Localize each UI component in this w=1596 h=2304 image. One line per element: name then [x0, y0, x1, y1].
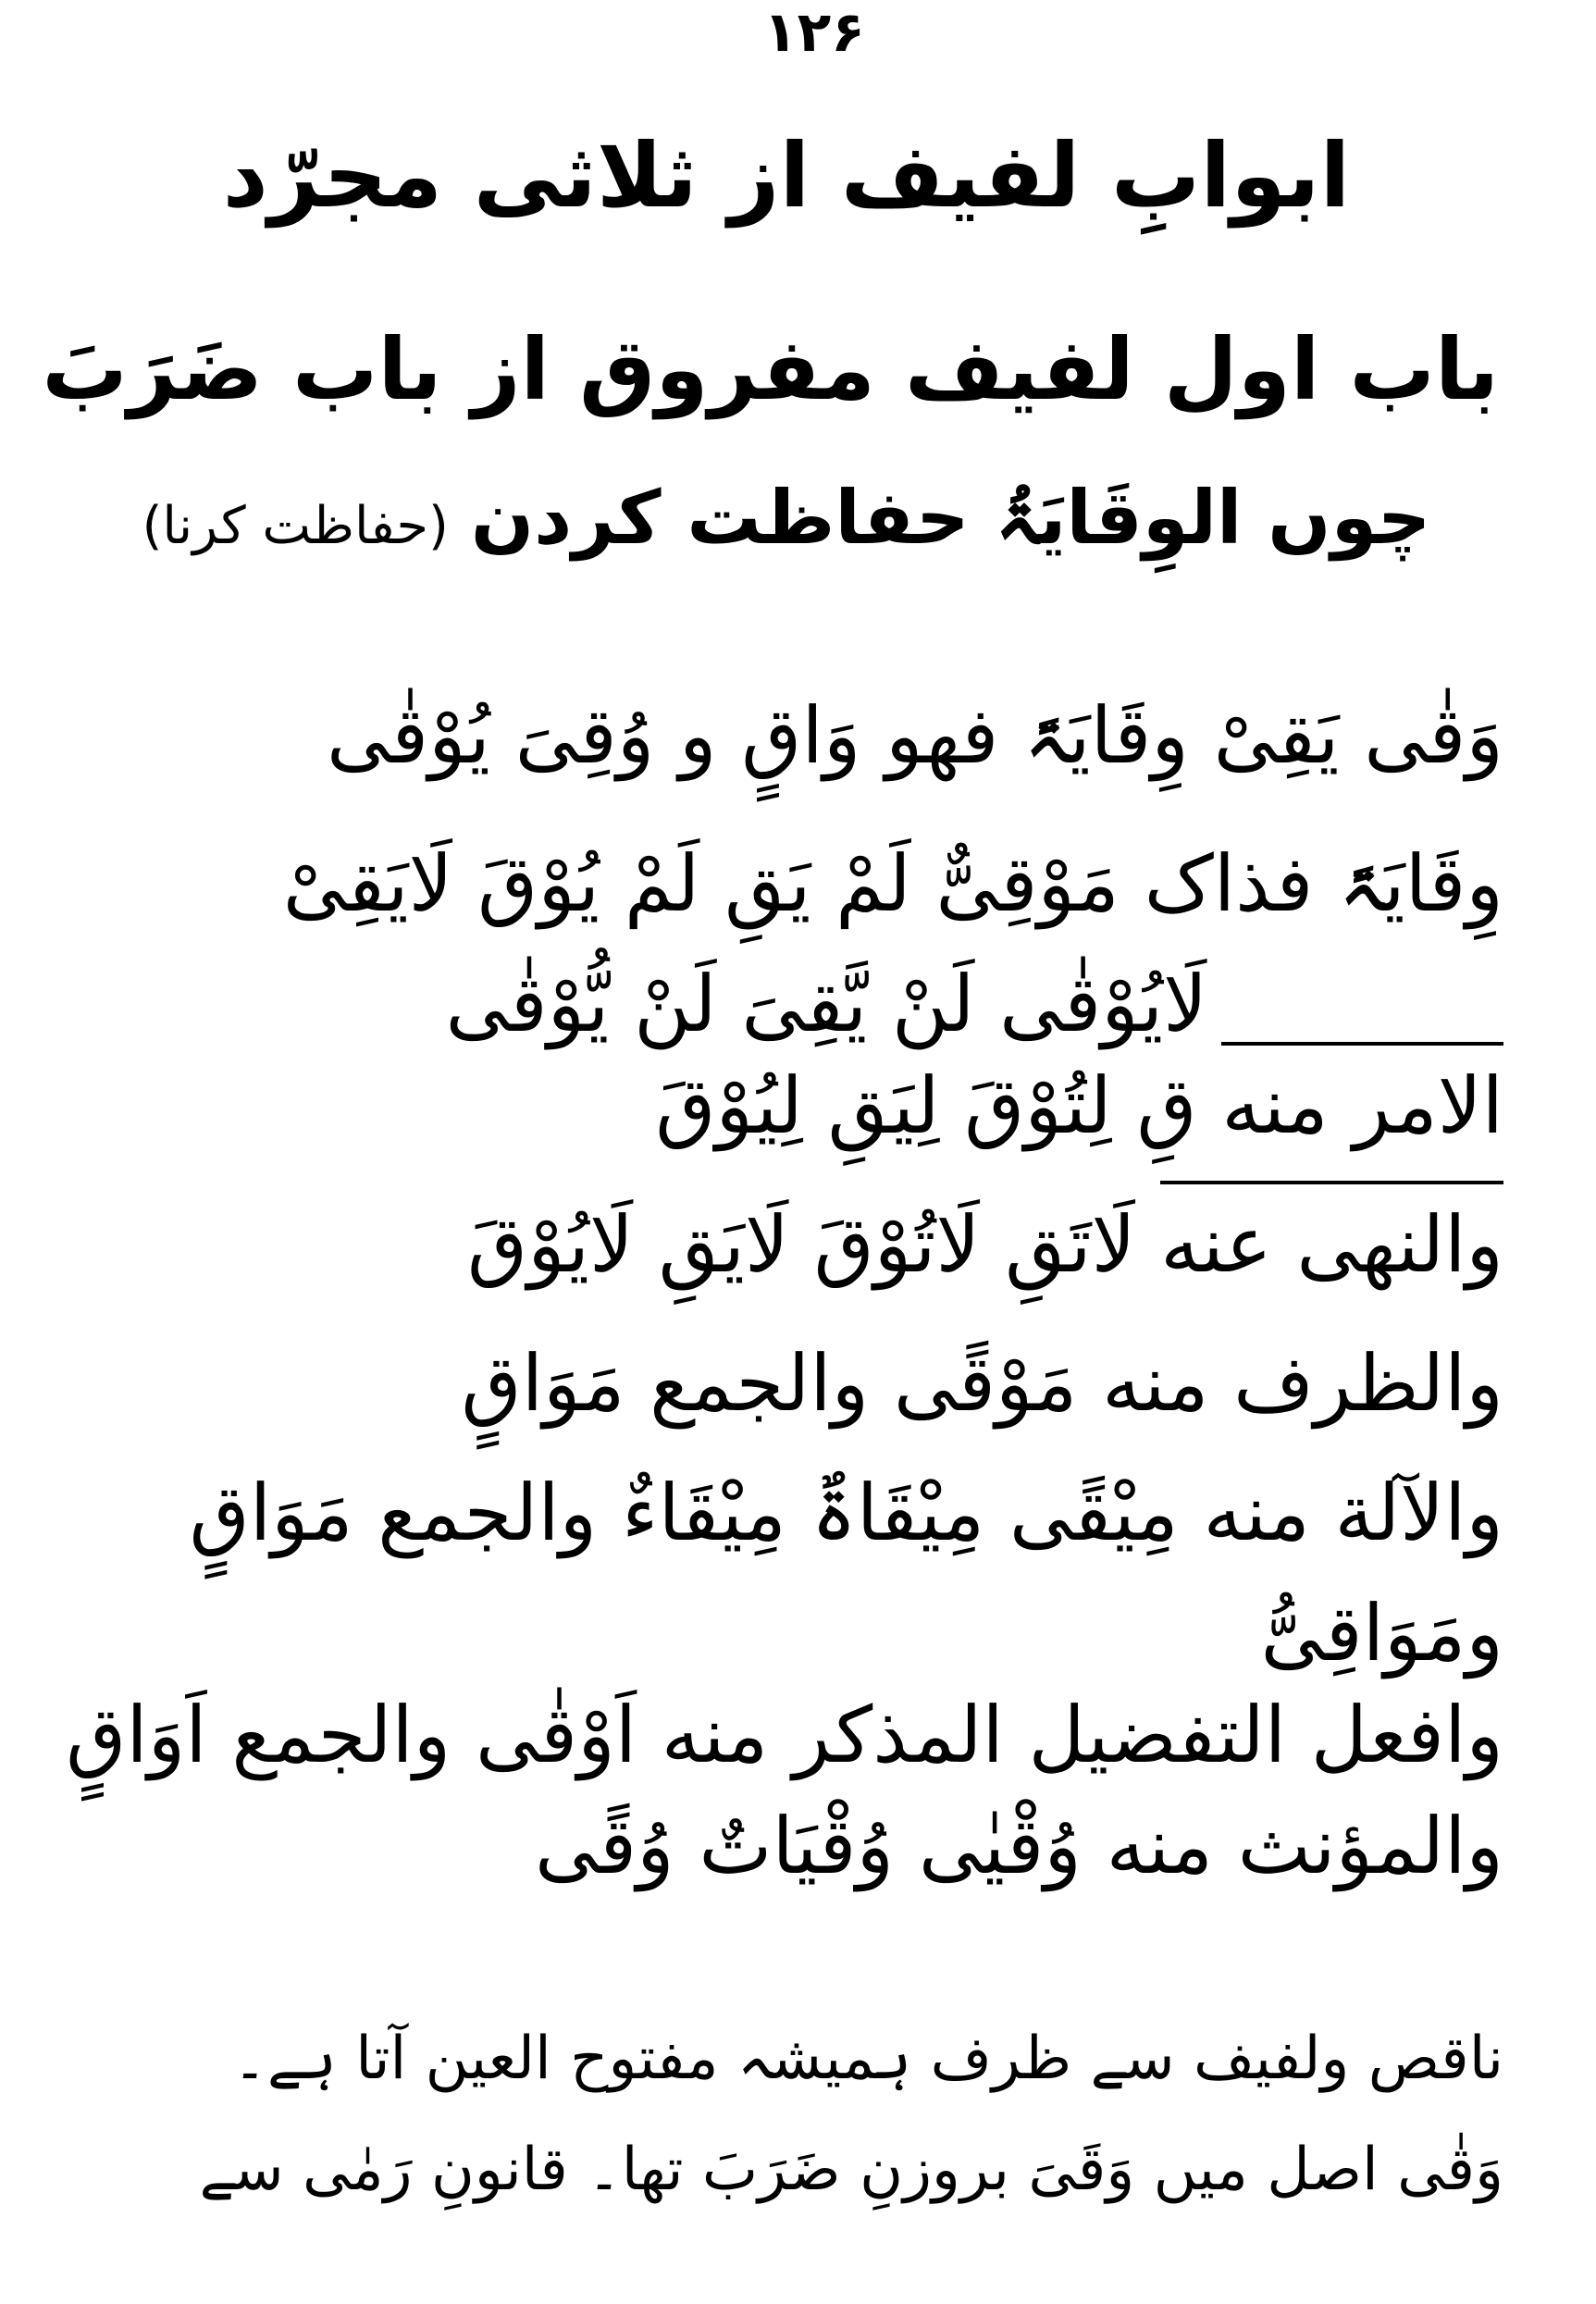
imperative-label: الامر منه — [1221, 1036, 1503, 1175]
prohibitive-label: والنهی عنه — [1160, 1175, 1503, 1314]
prohibitive-forms: لَاتَقِ لَاتُوْقَ لَایَقِ لَایُوْقَ — [467, 1199, 1136, 1290]
note-line-1: ناقص ولفیف سے ظرف ہمیشہ مفتوح العین آتا ہے۔ — [232, 2025, 1503, 2093]
page-number: ۱۲۶ — [763, 0, 865, 65]
conjugation-line-1 — [327, 666, 1503, 805]
instrument-line — [190, 1443, 1503, 1582]
conjugation-text: وافعل التفضیل المذکر منه اَوْقٰی والجمع اَوَاقٍ — [66, 1690, 1503, 1780]
chapter-heading-translation: (حفاظت کرنا) — [142, 496, 449, 556]
conjugation-text: وِقَایَۃً فذاک مَوْقِیٌّ لَمْ یَقِ لَمْ یُوْقَ لَایَقِیْ — [282, 838, 1503, 929]
chapter-heading-text: چوں الوِقَایَۃُ حفاظت کردن — [470, 475, 1431, 561]
conjugation-text: وَقٰی یَقِیْ وِقَایَۃً فھو وَاقٍ و وُقِیَ یُوْقٰی — [326, 690, 1503, 781]
note-line-2: وَقٰی اصل میں وَقَیَ بروزنِ ضَرَبَ تھا۔ قانونِ رَمٰی سے — [199, 2136, 1503, 2204]
chapter-heading-line-1: باب اول لفیف مفروق از باب ضَرَبَ — [42, 320, 1499, 419]
conjugation-text: والمؤنث منه وُقْیٰی وُقْیَاتٌ وُقًی — [534, 1801, 1503, 1891]
imperative-line — [655, 1036, 1503, 1175]
main-title: ابوابِ لفیف از ثلاثی مجرّد — [222, 124, 1351, 228]
conjugation-text: والآلة منه مِیْقًی مِیْقَاۃٌ مِیْقَاءٌ والجمع مَوَاقٍ — [189, 1468, 1503, 1558]
conjugation-text: لَایُوْقٰی لَنْ یَّقِیَ لَنْ یُّوْقٰی — [445, 959, 1207, 1049]
conjugation-text: والظرف منه مَوْقًی والجمع مَوَاقٍ — [461, 1338, 1503, 1429]
feminine-line — [535, 1777, 1503, 1915]
conjugation-text: ومَوَاقِیُّ — [1260, 1588, 1503, 1678]
prohibitive-line — [467, 1175, 1503, 1314]
chapter-heading-line-2 — [74, 453, 1499, 591]
conjugation-line-2 — [283, 814, 1503, 953]
imperative-forms: قِ لِتُوْقَ لِیَقِ لِیُوْقَ — [655, 1060, 1197, 1151]
adverb-line — [462, 1314, 1503, 1453]
